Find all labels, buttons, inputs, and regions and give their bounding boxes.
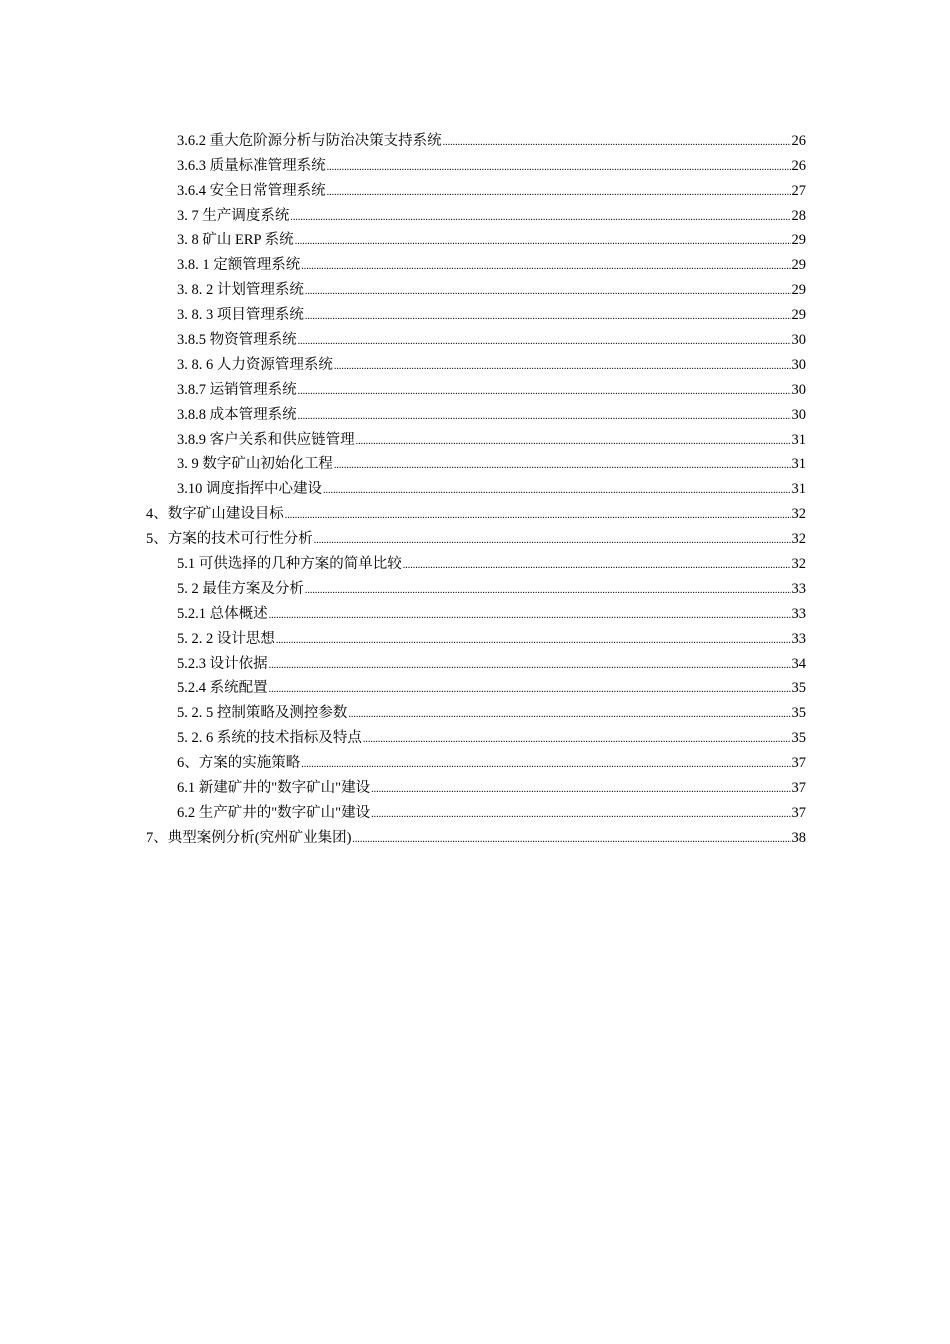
toc-entry-title: 5.1 可供选择的几种方案的简单比较 (177, 556, 402, 573)
toc-entry-page-number: 31 (791, 481, 806, 498)
toc-entry-title: 3.6.4 安全日常管理系统 (177, 182, 326, 199)
toc-entry-title: 3.8.9 客户关系和供应链管理 (177, 431, 355, 448)
toc-entry[interactable] (0, 150, 950, 175)
toc-entry[interactable] (0, 424, 950, 449)
toc-entry[interactable] (0, 498, 950, 523)
toc-entry-content (177, 480, 806, 498)
toc-entry-content (177, 804, 806, 822)
toc-entry-page-number: 32 (791, 506, 806, 523)
toc-entry-title: 3. 8. 6 人力资源管理系统 (177, 356, 333, 373)
toc-entry-title: 3.8. 1 定额管理系统 (177, 257, 301, 274)
toc-entry-page-number: 35 (791, 730, 806, 747)
toc-entry-content (177, 605, 806, 623)
toc-entry-page-number: 31 (791, 456, 806, 473)
toc-entry[interactable] (0, 399, 950, 424)
toc-entry-title: 3.8.5 物资管理系统 (177, 332, 297, 349)
toc-dot-leader (285, 505, 791, 523)
toc-entry-content (177, 729, 806, 747)
toc-entry[interactable] (0, 623, 950, 648)
toc-entry-title: 3. 7 生产调度系统 (177, 207, 290, 224)
toc-dot-leader (334, 455, 791, 473)
toc-entry-content (177, 630, 806, 648)
toc-dot-leader (305, 306, 791, 324)
toc-entry-content (146, 530, 806, 548)
toc-entry-title: 5.2.1 总体概述 (177, 605, 268, 622)
toc-entry-page-number: 29 (791, 307, 806, 324)
toc-entry[interactable] (0, 374, 950, 399)
toc-entry-content (177, 406, 806, 424)
toc-entry-content (146, 505, 806, 523)
toc-entry-content (177, 754, 806, 772)
toc-dot-leader (327, 157, 791, 175)
toc-dot-leader (269, 679, 791, 697)
toc-dot-leader (295, 231, 791, 249)
toc-entry[interactable] (0, 200, 950, 225)
toc-entry-title: 6、方案的实施策略 (177, 755, 301, 772)
toc-entry-page-number: 29 (791, 282, 806, 299)
toc-entry-page-number: 33 (791, 580, 806, 597)
toc-entry-page-number: 28 (791, 207, 806, 224)
toc-dot-leader (301, 256, 790, 274)
toc-dot-leader (356, 431, 791, 449)
toc-entry-content (177, 356, 806, 374)
toc-entry-page-number: 34 (791, 655, 806, 672)
toc-entry[interactable] (0, 648, 950, 673)
toc-entry-page-number: 35 (791, 680, 806, 697)
toc-entry-page-number: 38 (791, 829, 806, 846)
toc-entry[interactable] (0, 722, 950, 747)
toc-entry-content (177, 679, 806, 697)
toc-entry[interactable] (0, 175, 950, 200)
toc-entry[interactable] (0, 573, 950, 598)
toc-dot-leader (348, 704, 790, 722)
toc-dot-leader (301, 754, 790, 772)
toc-dot-leader (276, 630, 791, 648)
toc-entry[interactable] (0, 548, 950, 573)
toc-dot-leader (305, 580, 791, 598)
toc-entry-title: 5. 2 最佳方案及分析 (177, 580, 304, 597)
toc-entry-content (177, 207, 806, 225)
toc-entry-title: 7、典型案例分析(究州矿业集团) (146, 829, 352, 846)
toc-dot-leader (443, 132, 791, 150)
toc-entry-content (177, 704, 806, 722)
toc-entry[interactable] (0, 473, 950, 498)
toc-entry[interactable] (0, 299, 950, 324)
toc-entry-page-number: 32 (791, 531, 806, 548)
toc-entry-page-number: 30 (791, 406, 806, 423)
toc-entry-title: 5. 2. 5 控制策略及测控参数 (177, 705, 348, 722)
toc-entry-page-number: 37 (791, 804, 806, 821)
toc-entry-title: 4、数字矿山建设目标 (146, 506, 284, 523)
toc-dot-leader (371, 804, 790, 822)
toc-entry-title: 3. 9 数字矿山初始化工程 (177, 456, 333, 473)
toc-entry-content (177, 132, 806, 150)
toc-entry[interactable] (0, 274, 950, 299)
toc-entry-page-number: 30 (791, 332, 806, 349)
toc-entry-page-number: 32 (791, 556, 806, 573)
toc-entry-title: 3. 8. 2 计划管理系统 (177, 282, 304, 299)
toc-entry-page-number: 26 (791, 132, 806, 149)
toc-entry-page-number: 27 (791, 182, 806, 199)
toc-dot-leader (298, 331, 791, 349)
toc-entry-content (177, 157, 806, 175)
toc-dot-leader (352, 829, 790, 847)
toc-entry-title: 3.8.7 运销管理系统 (177, 381, 297, 398)
toc-entry-content (177, 779, 806, 797)
toc-entry[interactable] (0, 598, 950, 623)
toc-entry-title: 5.2.4 系统配置 (177, 680, 268, 697)
toc-dot-leader (298, 406, 791, 424)
toc-entry-content (177, 231, 806, 249)
toc-entry-title: 3.6.2 重大危阶源分析与防治决策支持系统 (177, 132, 442, 149)
toc-entry[interactable] (0, 449, 950, 474)
toc-entry-page-number: 33 (791, 605, 806, 622)
toc-entry-page-number: 26 (791, 157, 806, 174)
toc-entry-content (177, 381, 806, 399)
toc-entry-title: 3. 8. 3 项目管理系统 (177, 307, 304, 324)
toc-entry-content (177, 182, 806, 200)
toc-entry-title: 3.10 调度指挥中心建设 (177, 481, 322, 498)
toc-entry-title: 3.8.8 成本管理系统 (177, 406, 297, 423)
toc-entry-content (177, 555, 806, 573)
toc-dot-leader (314, 530, 791, 548)
toc-entry-page-number: 30 (791, 356, 806, 373)
toc-entry-content (177, 306, 806, 324)
toc-entry[interactable] (0, 349, 950, 374)
toc-entry[interactable] (0, 125, 950, 150)
toc-entry-content (177, 331, 806, 349)
toc-entry[interactable] (0, 249, 950, 274)
toc-entry-content (177, 455, 806, 473)
toc-entry-page-number: 35 (791, 705, 806, 722)
table-of-contents (0, 125, 950, 847)
toc-entry-content (177, 580, 806, 598)
toc-entry-content (177, 281, 806, 299)
toc-entry[interactable] (0, 772, 950, 797)
toc-dot-leader (290, 207, 790, 225)
toc-entry-title: 6.1 新建矿井的"数字矿山"建设 (177, 780, 371, 797)
toc-dot-leader (269, 655, 791, 673)
toc-entry-page-number: 29 (791, 257, 806, 274)
toc-dot-leader (323, 480, 791, 498)
toc-entry-title: 5. 2. 2 设计思想 (177, 630, 275, 647)
toc-entry-title: 3.6.3 质量标准管理系统 (177, 157, 326, 174)
toc-entry-title: 6.2 生产矿井的"数字矿山"建设 (177, 804, 371, 821)
toc-dot-leader (305, 281, 791, 299)
toc-entry-page-number: 33 (791, 630, 806, 647)
toc-entry-page-number: 37 (791, 780, 806, 797)
toc-dot-leader (334, 356, 791, 374)
toc-entry-title: 5.2.3 设计依据 (177, 655, 268, 672)
toc-entry-content (177, 655, 806, 673)
toc-entry-content (177, 256, 806, 274)
toc-entry-title: 5、方案的技术可行性分析 (146, 531, 313, 548)
toc-entry[interactable] (0, 324, 950, 349)
toc-entry[interactable] (0, 673, 950, 698)
toc-entry[interactable] (0, 523, 950, 548)
toc-entry-title: 5. 2. 6 系统的技术指标及特点 (177, 730, 362, 747)
toc-entry[interactable] (0, 747, 950, 772)
toc-entry-page-number: 31 (791, 431, 806, 448)
toc-dot-leader (371, 779, 790, 797)
toc-entry-page-number: 30 (791, 381, 806, 398)
toc-entry-page-number: 29 (791, 232, 806, 249)
toc-dot-leader (363, 729, 791, 747)
toc-entry-title: 3. 8 矿山 ERP 系统 (177, 232, 294, 249)
toc-entry[interactable] (0, 797, 950, 822)
toc-entry-content (146, 829, 806, 847)
toc-dot-leader (269, 605, 791, 623)
toc-entry-page-number: 37 (791, 755, 806, 772)
toc-entry-content (177, 431, 806, 449)
toc-entry[interactable] (0, 822, 950, 847)
toc-dot-leader (403, 555, 791, 573)
toc-dot-leader (298, 381, 791, 399)
toc-entry[interactable] (0, 697, 950, 722)
toc-dot-leader (327, 182, 791, 200)
toc-entry[interactable] (0, 225, 950, 250)
